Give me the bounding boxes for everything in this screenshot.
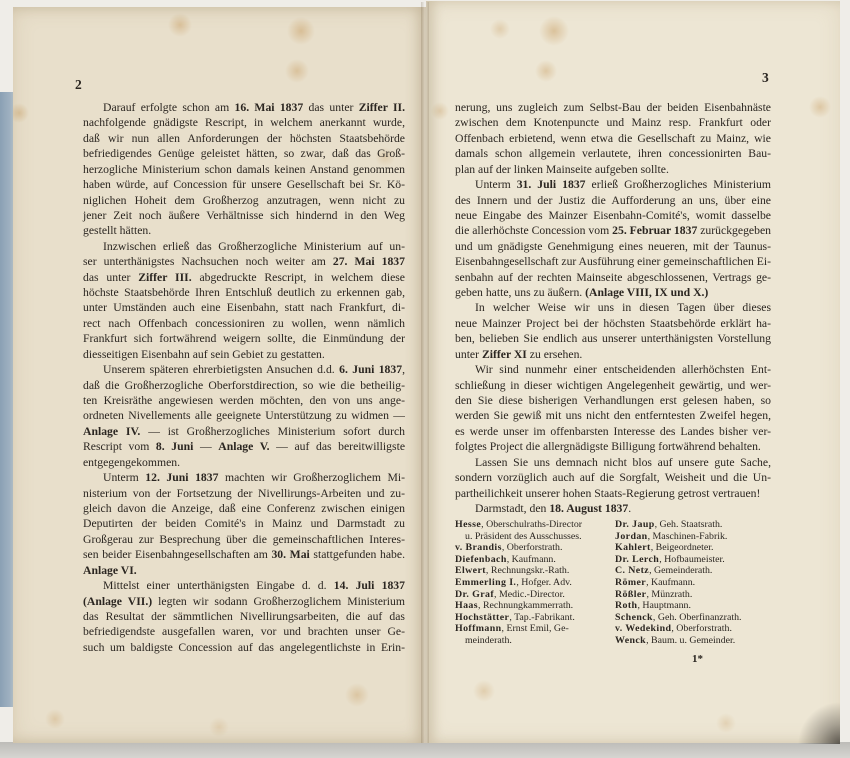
text-line: In welcher Weise wir uns in diesen Tagen über dieses [475,301,771,315]
text-line: Großgerau zur Besprechung über die gemeinschaftlichen Interes- [83,532,406,546]
signatory-surname: Roth [615,600,638,612]
emphasized-text: 27. Mai 1837 [332,255,405,269]
text-line: neue Mainzer Project bei der höchsten Staatsbehörde erklärt ha- [455,316,771,330]
signatory-surname: Römer [615,576,647,588]
signatory-surname: Schenck [615,611,653,623]
paragraph [83,362,405,470]
text-line: ordneten Nivellements alle geeignete Unterstützung zu widmen — [83,409,405,423]
signatory-name: v. Wedekind, Oberforstrath. [615,623,732,635]
signatory-name: Rößler, Münzrath. [615,588,693,600]
signature-mark: 1* [692,653,703,665]
paragraph [455,177,771,300]
emphasized-text: 31. Juli 1837 [516,178,586,192]
signatory-name: Dr. Graf, Medic.-Director. [455,588,565,600]
signatory-surname: v. Brandis [455,542,502,554]
emphasized-text: 16. Mai 1837 [234,101,304,114]
signatory-surname: Jordan [615,530,648,542]
signatory-surname: Hochstätter [455,611,510,623]
text-line: nisterium von der Fortsetzung der Nivellirungs-Arbeiten und zu- [83,486,405,500]
text-line: Unserem späteren ehrerbietigsten Ansuchen d.d. 6. Juni 1837, [103,363,406,377]
signatory-name: Hoffmann, Ernst Emil, Ge- [455,623,569,635]
text-line: werden Sie gewiß mit uns nicht den entferntesten Zweifel hegen, [455,409,771,423]
text-line: des Innern und der Justiz die Aufforderung an uns, über eine [455,193,771,207]
text-line: gestellt hätten. [83,224,152,238]
text-line: Unterm 31. Juli 1837 erließ Großherzogliches Ministerium [475,178,771,192]
page-corner-curl [790,696,840,744]
emphasized-text: 25. Februar 1837 [612,224,698,238]
text-line: unter Ziffer XI zu ersehen. [455,347,583,361]
text-line: entgegengekommen. [83,455,181,469]
text-line: such um baldigste Concession auf das angelegentlichste in Erin- [83,640,405,654]
signatory-name: Dr. Jaup, Geh. Staatsrath. [615,519,723,530]
left-page-body-text [83,100,405,655]
signatory-name: Emmerling I., Hofger. Adv. [455,576,572,588]
text-line: Darauf erfolgte schon am 16. Mai 1837 das unter Ziffer II. [103,101,406,114]
signatory-surname: Haas [455,600,478,612]
paragraph [83,100,405,239]
text-line: höchste Staatsbehörde Ihren Entschluß deutlich zu erkennen gab, [83,286,405,300]
text-line: befriedigendes Genüge geleistet hätten, so zwar, daß das Groß- [83,147,406,161]
text-line: rect nach Offenbach concessioniren zu wollen, wenn nämlich [83,316,405,330]
text-line: folgtes Project die allergnädigste Billigung fortwährend behalten. [455,440,761,454]
signatory-name: Haas, Rechnungkammerrath. [455,600,574,612]
text-line: nachfolgende gnädigste Rescript, in welchem anerkannt wurde, [83,116,405,130]
text-line: niglichen Hoheit dem Großherzog anzutragen, wenn nicht zu [83,193,405,207]
emphasized-text: Ziffer XI [481,347,527,361]
signature-column-right [615,519,771,647]
signature-block [455,519,771,651]
right-page [426,1,840,743]
paragraph-group [455,100,771,501]
text-line: Rescript vom 8. Juni — Anlage V. — auf das bereitwilligste [83,440,406,454]
text-line: unter Umständen auch eine Eisenbahn, statt nach Frankfurt, di- [83,301,405,315]
signatory-name: Kahlert, Beigeordneter. [615,542,714,554]
signatory-surname: Hesse [455,519,482,530]
signatory-surname: Kahlert [615,542,651,554]
text-line: zwischen dem Knotenpuncte und Mainz resp. Frankfurt oder [455,116,772,130]
signatory-name: Roth, Hauptmann. [615,600,691,612]
signatory-name: Jordan, Maschinen-Fabrik. [615,530,728,542]
signatory-surname: Rößler [615,588,647,600]
text-line: Deputirten der beiden Comité's in Mainz und Darmstadt zu [83,517,405,531]
emphasized-text: 18. August 1837 [549,501,629,515]
text-line: haben würde, auf Concession für unsere Gesellschaft bei Sr. Kö- [83,178,405,192]
left-page [13,7,426,743]
paragraph [455,300,771,362]
text-line: Wir sind nunmehr einer entscheidenden allerhöchsten Ent- [475,363,771,377]
signatory-surname: Wenck [615,634,647,646]
emphasized-text: 30. Mai [271,548,310,562]
emphasized-text: (Anlage VII.) [83,594,153,608]
text-line: geben hatte, uns zu äußern. (Anlage VIII, IX und X.) [455,286,709,300]
text-line: die allerhöchste Concession vom 25. Februar 1837 zurückgegeben [455,224,771,238]
signatory-surname: Dr. Lerch [615,553,660,565]
text-line: Offenbach erbietend, wenn etwa die Gesellschaft zu Mainz, wie [455,131,771,145]
text-line: schließung in dieser wichtigen Angelegenheit gewärtig, und wer- [455,378,771,392]
book-spine [421,2,429,743]
text-line: daß wir nun allen Anforderungen der höchsten Staatsbehörde [83,131,405,145]
text-line: jener Zeit noch äußere Verhältnisse sich hindernd in den Weg [83,208,405,222]
signatory-name-continued: meinderath. [465,634,512,646]
text-line: Lassen Sie uns demnach nicht blos auf unsere gute Sache, [475,455,771,469]
text-line: nerung, uns zugleich zum Selbst-Bau der beiden Eisenbahnäste [455,101,771,114]
signatory-surname: Dr. Graf [455,588,495,600]
text-line: das Resultat der sämmtlichen Nivellirungsarbeiten, die auf das [83,609,405,623]
signatory-name: v. Brandis, Oberforstrath. [455,542,563,554]
signature-column-left [455,519,613,647]
text-line: gleich davon die Anzeige, daß eine Conferenz zwischen einigen [83,501,405,515]
emphasized-text: Ziffer III. [138,270,192,284]
text-line [83,563,405,578]
text-line: diesseitigen Eisenbahn auf sein Gebiet zu gestatten. [83,347,325,361]
signatory-name: Hochstätter, Tap.-Fabrikant. [455,611,575,623]
text-line: Unterm 12. Juni 1837 machten wir Großherzoglichem Mi- [103,471,405,485]
signatory-name: Schenck, Geh. Oberfinanzrath. [615,611,742,623]
signatory-name: Diefenbach, Kaufmann. [455,553,556,565]
text-line: daß die Großherzogliche Oberforstdirection, so wie die betheilig- [83,378,406,392]
page-number: 3 [762,70,769,85]
right-page-body-text [455,100,771,516]
emphasized-text: 8. Juni [155,440,194,454]
text-line: Mittelst einer unterthänigsten Eingabe d. d. 14. Juli 1837 [103,579,405,593]
closing-date-line: Darmstadt, den 18. August 1837. [475,501,632,515]
paragraph [83,578,405,655]
signatory-surname: Elwert [455,565,486,577]
text-line: Anlage IV. — ist Großherzogliches Ministerium sofort durch [83,424,406,438]
paragraph [83,470,405,578]
signatory-surname: v. Wedekind [615,623,672,635]
signatory-name: C. Netz, Gemeinderath. [615,565,713,577]
signatory-name: Wenck, Baum. u. Gemeinder. [615,634,736,646]
signatory-name: Hesse, Oberschulraths-Director [455,519,583,530]
text-line: (Anlage VII.) legten wir sodann Großherzoglichem Ministerium [83,594,405,608]
paragraph [455,455,771,501]
text-line: das unter Ziffer III. abgedruckte Rescript, in welchem diese [83,270,405,284]
signatory-surname: Hoffmann [455,623,502,635]
paragraph [455,362,771,455]
text-line: Frankfurt sich fortwährend weigern sollte, die Einmündung der [83,332,405,346]
emphasized-text: Anlage V. [218,440,270,454]
text-line: Inzwischen erließ das Großherzogliche Ministerium auf un- [103,239,405,253]
emphasized-text: Anlage VI. [83,563,137,577]
paragraph [83,239,405,362]
text-line: befriedigendste ausgefallen waren, vor und brachten unser Ge- [83,625,405,639]
emphasized-text: 6. Juni 1837 [339,363,403,377]
text-line: sen beider Eisenbahngesellschaften am 30. Mai stattgefunden habe. [83,548,405,562]
text-line: sondern vorzüglich auch auf die Sorgfalt, Weisheit und die Un- [455,471,771,485]
signatory-surname: Emmerling I. [455,576,517,588]
scan-backdrop [0,742,850,758]
text-line: senbahn auf der rechten Mainseite abgeschlossenen, Vertrags ge- [455,270,771,284]
text-line: neue Eingabe des Mainzer Eisenbahn-Comité's, womit dasselbe [455,208,771,222]
signatory-name: Dr. Lerch, Hofbaumeister. [615,553,725,565]
signatory-name-continued: u. Präsident des Ausschusses. [465,530,582,542]
emphasized-text: Anlage IV. [83,424,141,438]
emphasized-text: Ziffer II. [358,101,406,114]
emphasized-text: 12. Juni 1837 [145,471,219,485]
text-line: partheilichkeit unserer hohen Staats-Regierung getrost vertrauen! [455,486,761,500]
text-line: es werde unser im offenbarsten Interesse des Landes bisher ver- [455,424,771,438]
text-line: ben, belieben Sie endlich aus unserer unterthänigsten Vorstellung [455,332,771,346]
text-line: damals schon allgemein verlautete, ihren concessionirten Bau- [455,147,771,161]
text-line: plan auf der linken Mainseite aufgeben sollte. [455,162,669,176]
text-line: herzogliche Ministerium schon damals keinen Anstand genommen [83,162,405,176]
signatory-surname: C. Netz [615,565,650,577]
signatory-name: Elwert, Rechnungskr.-Rath. [455,565,570,577]
signatory-surname: Dr. Jaup [615,519,655,530]
signatory-name: Römer, Kaufmann. [615,576,696,588]
text-line: Eisenbahngesellschaft zur Ausführung einer gemeinschaftlichen Ei- [455,255,772,269]
text-line: und um gnädigste Genehmigung eines neueren, mit der Taunus- [455,239,771,253]
text-line: ser unterthänigstes Nachsuchen noch weiter am 27. Mai 1837 [83,255,405,269]
text-line: den Sie diese bisherigen Verhandlungen erst gelesen haben, so [455,394,771,408]
text-line: ten Kreisräthe angewiesen werden möchten, den von uns ange- [83,394,405,408]
page-number: 2 [75,77,82,92]
emphasized-text: 14. Juli 1837 [333,579,405,593]
paragraph [455,100,771,177]
emphasized-text: (Anlage VIII, IX und X.) [585,286,709,300]
signatory-surname: Diefenbach [455,553,507,565]
